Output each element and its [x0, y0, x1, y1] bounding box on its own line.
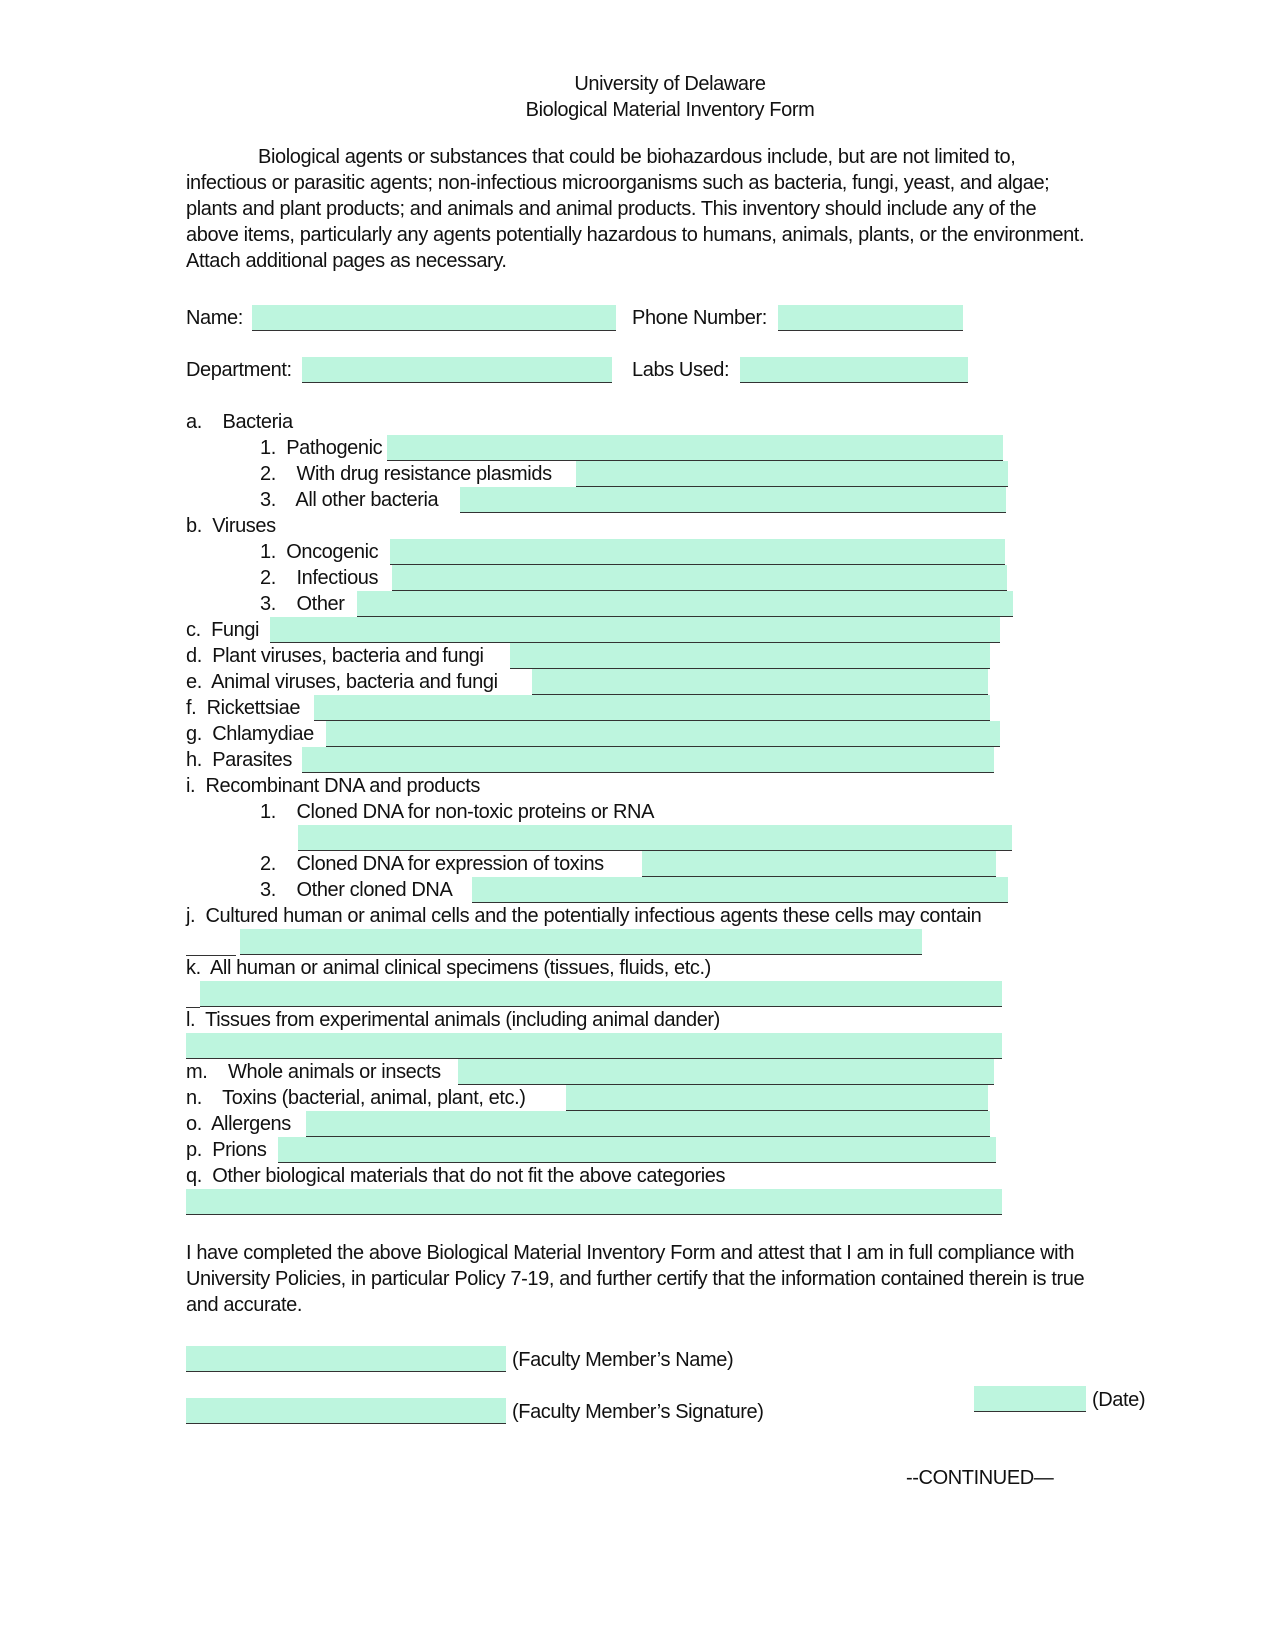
item-a3-field[interactable]: [460, 487, 1006, 513]
item-b-label: b. Viruses: [186, 515, 276, 537]
item-k-label: k. All human or animal clinical specimens (tissues, fluids, etc.): [186, 957, 711, 979]
item-a1-field[interactable]: [387, 435, 1003, 461]
date-label: (Date): [1092, 1389, 1146, 1411]
item-i-label: i. Recombinant DNA and products: [186, 775, 481, 797]
item-a1-label: 1. Pathogenic: [260, 437, 383, 459]
name-field[interactable]: [252, 305, 616, 331]
name-label: Name:: [186, 307, 243, 329]
item-j-field[interactable]: [240, 929, 922, 955]
item-a3-label: 3. All other bacteria: [260, 489, 439, 511]
item-b2-field[interactable]: [392, 565, 1007, 591]
item-h-label: h. Parasites: [186, 749, 292, 771]
item-e-label: e. Animal viruses, bacteria and fungi: [186, 671, 498, 693]
item-l-label: l. Tissues from experimental animals (including animal dander): [186, 1009, 720, 1031]
institution-name: University of Delaware: [574, 73, 766, 95]
intro-paragraph: Biological agents or substances that could be biohazardous include, but are not limited to, infectious or parasitic agents; non-infectious microorganisms such as bacteria, fungi, yeast, and algae; plants and plant products; and animals and animal products. This inventory should include any of the above items, particularly any agents potentially hazardous to humans, animals, plants, or the environment. Attach additional pages as necessary.: [186, 146, 1085, 272]
item-c-field[interactable]: [270, 617, 1000, 643]
phone-field[interactable]: [778, 305, 963, 331]
item-p-field[interactable]: [278, 1137, 996, 1163]
item-m-field[interactable]: [458, 1059, 994, 1085]
attestation-paragraph: I have completed the above Biological Material Inventory Form and attest that I am in full compliance with University Policies, in particular Policy 7-19, and further certify that the information contained therein is true and accurate.: [186, 1242, 1085, 1316]
item-n-label: n. Toxins (bacterial, animal, plant, etc.): [186, 1087, 526, 1109]
item-n-field[interactable]: [566, 1085, 988, 1111]
item-h-field[interactable]: [302, 747, 994, 773]
item-a-label: a. Bacteria: [186, 411, 293, 433]
item-o-field[interactable]: [306, 1111, 990, 1137]
item-i2-field[interactable]: [642, 851, 996, 877]
item-i3-label: 3. Other cloned DNA: [260, 879, 453, 901]
item-p-label: p. Prions: [186, 1139, 267, 1161]
item-j-label: j. Cultured human or animal cells and the potentially infectious agents these cells may contain: [186, 905, 982, 927]
item-i1-label: 1. Cloned DNA for non-toxic proteins or RNA: [260, 801, 655, 823]
item-g-field[interactable]: [326, 721, 1000, 747]
item-i3-field[interactable]: [472, 877, 1008, 903]
department-label: Department:: [186, 359, 292, 381]
item-k-field[interactable]: [200, 981, 1002, 1007]
item-b3-field[interactable]: [357, 591, 1013, 617]
item-c-label: c. Fungi: [186, 619, 260, 641]
item-o-label: o. Allergens: [186, 1113, 291, 1135]
item-m-label: m. Whole animals or insects: [186, 1061, 441, 1083]
item-b1-label: 1. Oncogenic: [260, 541, 379, 563]
faculty-name-field[interactable]: [186, 1346, 506, 1372]
item-e-field[interactable]: [532, 669, 988, 695]
item-l-field[interactable]: [186, 1033, 1002, 1059]
labs-used-field[interactable]: [740, 357, 968, 383]
item-d-field[interactable]: [510, 643, 990, 669]
item-b1-field[interactable]: [390, 539, 1005, 565]
faculty-signature-label: (Faculty Member’s Signature): [512, 1401, 764, 1423]
department-field[interactable]: [302, 357, 612, 383]
item-q-label: q. Other biological materials that do not fit the above categories: [186, 1165, 726, 1187]
faculty-name-label: (Faculty Member’s Name): [512, 1349, 734, 1371]
labs-used-label: Labs Used:: [632, 359, 730, 381]
continued-text: --CONTINUED—: [906, 1467, 1054, 1489]
faculty-signature-field[interactable]: [186, 1398, 506, 1424]
item-g-label: g. Chlamydiae: [186, 723, 314, 745]
item-f-field[interactable]: [314, 695, 990, 721]
item-b2-label: 2. Infectious: [260, 567, 379, 589]
item-q-field[interactable]: [186, 1189, 1002, 1215]
item-f-label: f. Rickettsiae: [186, 697, 301, 719]
phone-label: Phone Number:: [632, 307, 767, 329]
item-b3-label: 3. Other: [260, 593, 345, 615]
date-field[interactable]: [974, 1386, 1086, 1412]
item-a2-label: 2. With drug resistance plasmids: [260, 463, 552, 485]
item-d-label: d. Plant viruses, bacteria and fungi: [186, 645, 484, 667]
form-title: Biological Material Inventory Form: [525, 99, 815, 121]
item-i1-field[interactable]: [298, 825, 1012, 851]
item-i2-label: 2. Cloned DNA for expression of toxins: [260, 853, 604, 875]
item-a2-field[interactable]: [576, 461, 1008, 487]
